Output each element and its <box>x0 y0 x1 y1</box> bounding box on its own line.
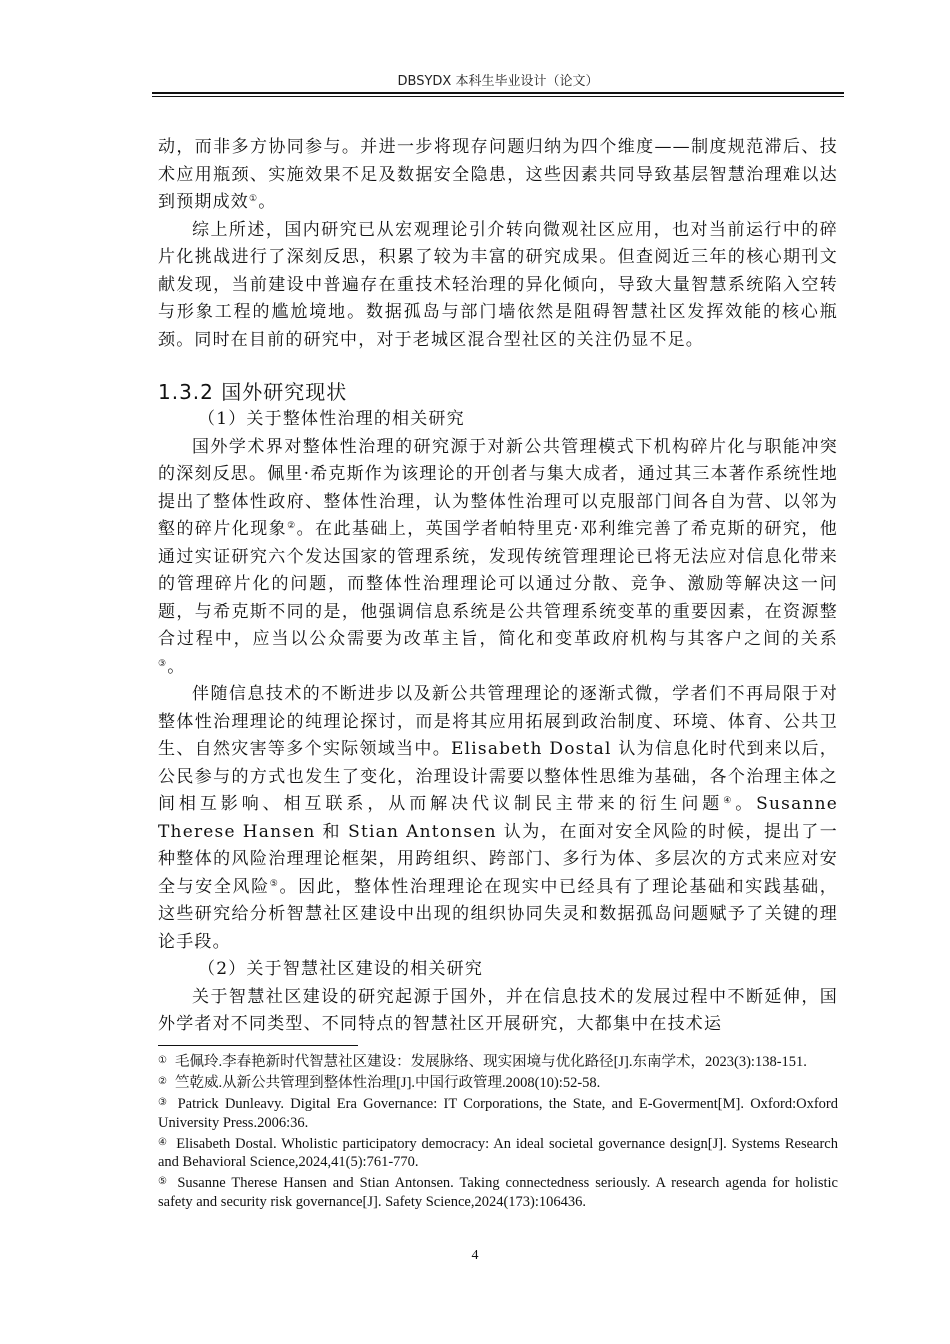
footnote-ref[interactable]: ⑤ <box>269 878 280 889</box>
paragraph-text: 动，而非多方协同参与。并进一步将现存问题归纳为四个维度——制度规范滞后、技术应用瓶颈、实施效果不足及数据安全隐患，这些因素共同导致基层智慧治理难以达到预期成效 <box>158 137 838 212</box>
header-rule-thin <box>152 96 844 97</box>
footnote-text: Elisabeth Dostal. Wholistic participatory democracy: An ideal societal governance design[J]. Systems Research and Behavioral Science,2024,41(5):761-770. <box>158 1135 838 1170</box>
subsection-title: （1）关于整体性治理的相关研究 <box>198 409 465 429</box>
footnote-text: 毛佩玲.李春艳新时代智慧社区建设：发展脉络、现实困境与优化路径[J].东南学术，2023(3):138-151. <box>174 1054 807 1070</box>
footnote <box>158 1073 838 1093</box>
footnote-mark: ① <box>158 1055 167 1066</box>
footnote-separator <box>158 1045 358 1046</box>
footnote <box>158 1052 838 1072</box>
footnotes <box>158 1052 838 1213</box>
page-number: 4 <box>471 1248 479 1263</box>
paragraph-text: 。在此基础上，英国学者帕特里克·邓利维完善了希克斯的研究，他通过实证研究六个发达国家的管理系统，发现传统管理理论已将无法应对信息化带来的管理碎片化的问题，而整体性治理理论可以通过分散、竞争、激励等解决这一问题，与希克斯不同的是，他强调信息系统是公共管理系统变革的重要因素，在资源整合过程中，应当以公众需要为改革主旨，简化和变革政府机构与其客户之间的关系 <box>158 519 838 649</box>
footnote-mark: ⑤ <box>158 1176 170 1187</box>
footnote-text: 竺乾威.从新公共管理到整体性治理[J].中国行政管理.2008(10):52-58. <box>174 1075 601 1091</box>
paragraph-text: 。 <box>167 656 186 677</box>
paragraph-text: 。因此，整体性治理理论在现实中已经具有了理论基础和实践基础，这些研究给分析智慧社区建设中出现的组织协同失灵和数据孤岛问题赋予了关键的理论手段。 <box>158 876 838 952</box>
footnote <box>158 1173 838 1211</box>
footnote-ref[interactable]: ② <box>287 521 297 531</box>
paragraph-holistic-governance <box>158 434 838 682</box>
paragraph-applications <box>158 681 838 956</box>
footnote-mark: ③ <box>158 1097 170 1108</box>
paragraph-smart-community: 关于智慧社区建设的研究起源于国外，并在信息技术的发展过程中不断延伸，国外学者对不同类型、不同特点的智慧社区开展研究，大都集中在技术运 <box>158 986 838 1034</box>
paragraph-text: 国外学术界对整体性治理的研究源于对新公共管理模式下机构碎片化与职能冲突的深刻反思。佩里·希克斯作为该理论的开创者与集大成者，通过其三本著作系统性地提出了整体性政府、整体性治理，认为整体性治理可以克服部门间各自为营、以邻为壑的碎片化现象 <box>158 436 839 539</box>
page-header: DBSYDX 本科生毕业设计（论文） <box>397 74 599 89</box>
subsection-title: （2）关于智慧社区建设的相关研究 <box>198 959 484 979</box>
header-rule-thick <box>152 92 844 94</box>
paragraph-summary: 综上所述，国内研究已从宏观理论引介转向微观社区应用，也对当前运行中的碎片化挑战进行了深刻反思，积累了较为丰富的研究成果。但查阅近三年的核心期刊文献发现，当前建设中普遍存在重技术轻治理的异化倾向，导致大量智慧系统陷入空转与形象工程的尴尬境地。数据孤岛与部门墙依然是阻碍智慧社区发挥效能的核心瓶颈。同时在目前的研究中，对于老城区混合型社区的关注仍显不足。 <box>158 219 838 350</box>
footnote-ref[interactable]: ① <box>249 194 259 204</box>
paragraph-text: 。Susanne Therese Hansen 和 Stian Antonsen 认为，在面对安全风险的时候，提出了一种整体的风险治理理论框架，用跨组织、跨部门、多行为体、多层次的方式来应对安全与安全风险 <box>158 794 838 897</box>
paragraph-text: 伴随信息技术的不断进步以及新公共管理理论的逐渐式微，学者们不再局限于对整体性治理理论的纯理论探讨，而是将其应用拓展到政治制度、环境、体育、公共卫生、自然灾害等多个实际领域当中。Elisabeth Dostal 认为信息化时代到来以后，公民参与的方式也发生了变化，治理设计需要以整体性思维为基础，各个治理主体之间相互影响、相互联系，从而解决代议制民主带来的衍生问题 <box>158 684 838 814</box>
section-heading: 1.3.2 国外研究现状 <box>158 380 348 404</box>
footnote-mark: ④ <box>158 1136 169 1148</box>
footnote-text: Susanne Therese Hansen and Stian Antonsen. Taking connectedness seriously. A research agenda for holistic safety and security risk governance[J]. Safety Science,2024(173):106436. <box>158 1175 838 1210</box>
paragraph-text: 。 <box>258 192 277 212</box>
footnote-text: Patrick Dunleavy. Digital Era Governance: IT Corporations, the State, and E-Goverment[M]. Oxford:Oxford University Press.2006:36. <box>158 1096 839 1131</box>
footnote-ref[interactable]: ③ <box>158 658 168 669</box>
footnote <box>158 1134 838 1172</box>
footnote-ref[interactable]: ④ <box>723 796 736 806</box>
paragraph-continued <box>158 134 838 217</box>
footnote-mark: ② <box>158 1076 167 1087</box>
body-text <box>158 134 838 1039</box>
footnote <box>158 1094 838 1132</box>
